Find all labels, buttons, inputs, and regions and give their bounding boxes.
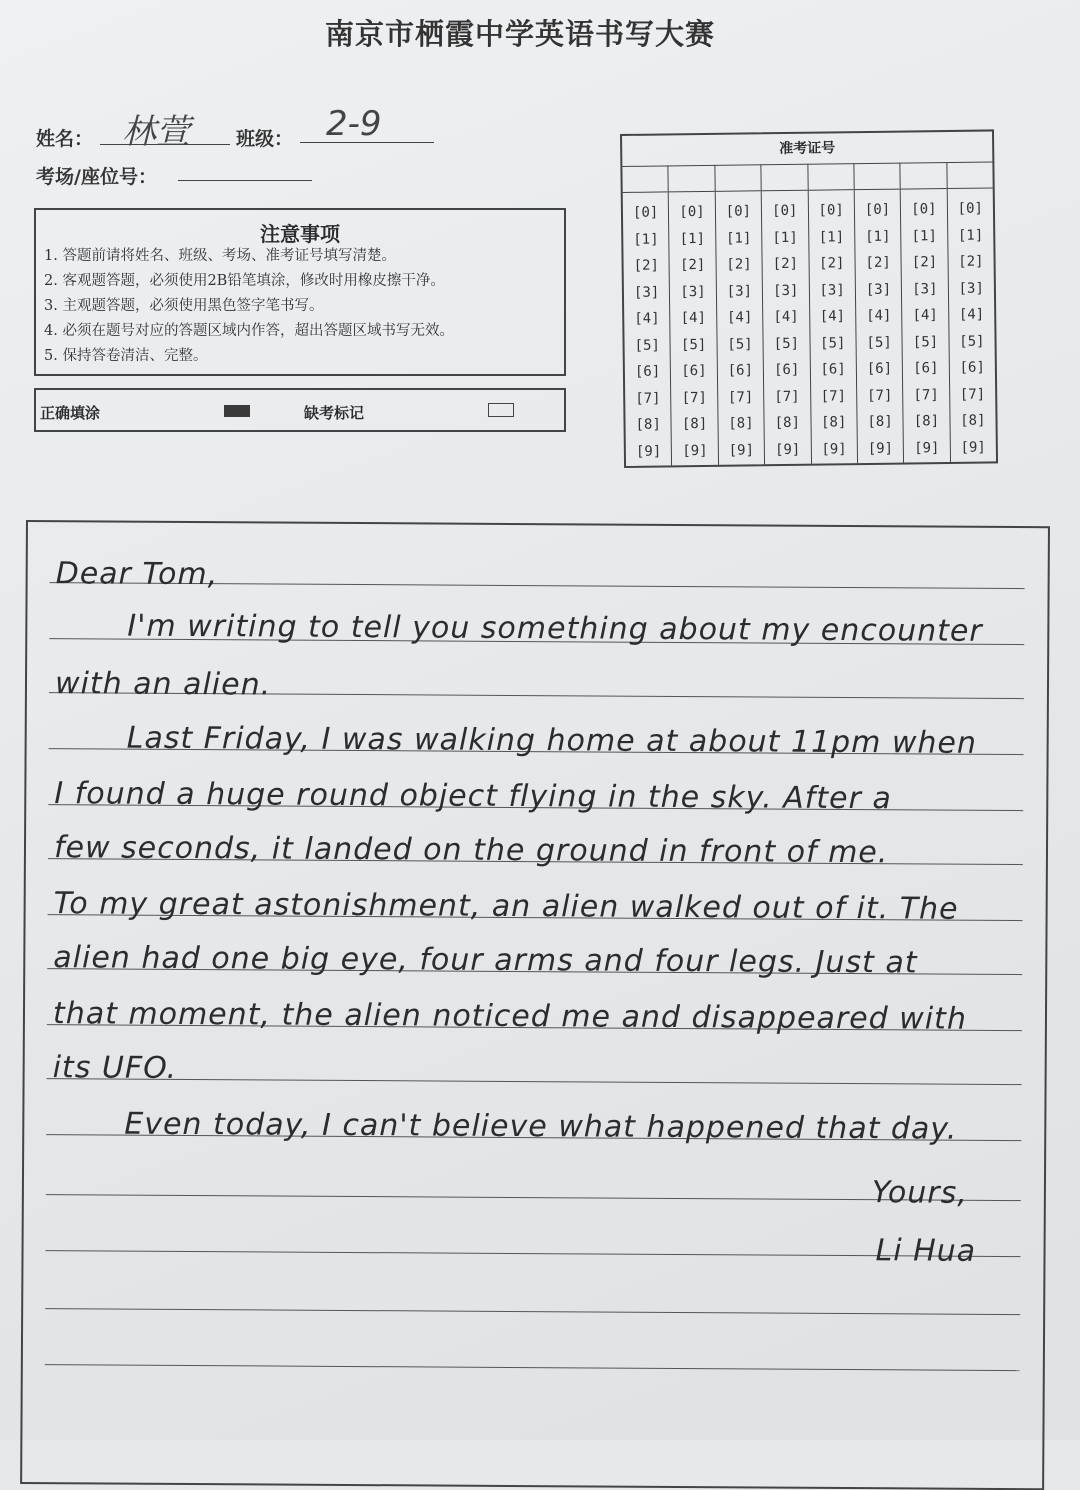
fill-example-box — [34, 388, 566, 432]
digit-bubble[interactable]: [9] — [914, 439, 940, 456]
digit-bubble[interactable]: [9] — [728, 441, 755, 459]
digit-bubble[interactable]: [7] — [867, 387, 893, 404]
digit-bubble[interactable]: [8] — [681, 415, 708, 433]
digit-bubbles — [716, 198, 765, 464]
ruled-lines — [28, 522, 1048, 528]
digit-bubble[interactable]: [0] — [864, 201, 891, 219]
digit-bubble[interactable]: [4] — [773, 308, 799, 326]
digit-bubble[interactable]: [7] — [681, 389, 708, 406]
digit-bubble[interactable]: [6] — [681, 362, 707, 380]
digit-bubble[interactable]: [8] — [728, 415, 754, 432]
page-title: 南京市栖霞中学英语书写大赛 — [324, 17, 715, 51]
letter-line: its UFO. — [52, 1050, 178, 1086]
digit-bubble[interactable]: [1] — [957, 227, 984, 244]
ruled-line — [47, 1078, 1022, 1085]
digit-bubble[interactable]: [7] — [913, 386, 939, 403]
ruled-line — [45, 1308, 1020, 1315]
exam-number-columns — [622, 161, 996, 465]
digit-bubble[interactable]: [8] — [867, 413, 893, 430]
letter-line: I'm writing to tell you something about my encounter — [127, 608, 983, 649]
digit-bubble[interactable]: [3] — [726, 282, 753, 300]
digit-bubbles — [855, 197, 904, 463]
exam-number-entry-cell[interactable] — [901, 162, 947, 190]
digit-bubble[interactable]: [8] — [635, 416, 661, 433]
digit-bubble[interactable]: [8] — [960, 412, 986, 429]
exam-number-column — [715, 164, 765, 465]
absent-mark-label: 缺考标记 — [304, 404, 365, 422]
digit-bubble[interactable]: [3] — [819, 281, 845, 299]
digit-bubble[interactable]: [3] — [680, 283, 706, 300]
exam-number-entry-cell[interactable] — [808, 163, 854, 191]
digit-bubbles — [623, 199, 672, 465]
digit-bubble[interactable]: [1] — [633, 231, 659, 248]
notice-box — [34, 208, 566, 376]
digit-bubble[interactable]: [0] — [772, 202, 798, 220]
exam-number-entry-cell[interactable] — [947, 161, 993, 189]
letter-line: Last Friday, I was walking home at about 11pm when — [126, 720, 978, 761]
filled-bubble-sample — [224, 405, 250, 417]
exam-number-title: 准考证号 — [622, 131, 992, 167]
digit-bubble[interactable]: [5] — [820, 334, 846, 352]
digit-bubble[interactable]: [9] — [682, 442, 708, 459]
digit-bubble[interactable]: [9] — [821, 440, 847, 458]
digit-bubble[interactable]: [5] — [727, 335, 753, 353]
exam-number-column — [762, 164, 812, 465]
digit-bubble[interactable]: [7] — [820, 387, 847, 405]
digit-bubble[interactable]: [9] — [867, 440, 894, 457]
digit-bubbles — [669, 199, 718, 465]
notice-title: 注意事项 — [260, 222, 340, 246]
digit-bubble[interactable]: [5] — [773, 335, 800, 352]
letter-line: few seconds, it landed on the ground in front of me. — [53, 830, 889, 871]
digit-bubble[interactable]: [7] — [635, 390, 661, 407]
ruled-line — [45, 1364, 1020, 1371]
digit-bubble[interactable]: [5] — [634, 337, 661, 354]
digit-bubble[interactable]: [1] — [772, 229, 798, 246]
digit-bubble[interactable]: [0] — [818, 202, 844, 219]
exam-number-entry-cell[interactable] — [669, 165, 715, 193]
name-label: 姓名： — [36, 128, 94, 150]
digit-bubble[interactable]: [1] — [818, 228, 845, 246]
exam-number-column — [854, 163, 904, 464]
digit-bubble[interactable]: [2] — [819, 255, 845, 272]
digit-bubbles — [901, 196, 950, 462]
digit-bubble[interactable]: [4] — [680, 309, 707, 327]
exam-number-column — [808, 163, 858, 464]
digit-bubble[interactable]: [3] — [865, 281, 892, 298]
digit-bubble[interactable]: [2] — [726, 256, 752, 273]
notice-list — [44, 244, 454, 369]
ruled-line — [46, 1250, 1021, 1257]
notice-item: 3. 主观题答题，必须使用黑色签字笔书写。 — [44, 298, 324, 314]
digit-bubbles — [762, 198, 811, 464]
digit-bubble[interactable]: [5] — [959, 333, 985, 350]
exam-number-column — [669, 165, 719, 466]
exam-number-entry-cell[interactable] — [762, 164, 808, 192]
digit-bubble[interactable]: [5] — [912, 333, 939, 350]
digit-bubble[interactable]: [3] — [958, 280, 984, 297]
digit-bubble[interactable]: [9] — [960, 439, 986, 456]
digit-bubble[interactable]: [2] — [958, 253, 984, 270]
class-label: 班级： — [236, 128, 294, 150]
digit-bubble[interactable]: [2] — [679, 256, 706, 274]
digit-bubbles — [947, 195, 996, 461]
digit-bubble[interactable]: [4] — [958, 306, 985, 323]
digit-bubble[interactable]: [4] — [912, 307, 938, 324]
digit-bubble[interactable]: [6] — [634, 363, 661, 380]
digit-bubble[interactable]: [4] — [726, 309, 753, 326]
digit-bubble[interactable]: [8] — [774, 414, 801, 432]
digit-bubble[interactable]: [0] — [957, 200, 983, 217]
digit-bubble[interactable]: [2] — [865, 254, 891, 272]
digit-bubble[interactable]: [6] — [727, 362, 754, 379]
digit-bubble[interactable]: [4] — [634, 310, 660, 327]
digit-bubble[interactable]: [6] — [820, 361, 846, 378]
digit-bubble[interactable]: [9] — [635, 443, 662, 460]
digit-bubbles — [808, 197, 857, 463]
digit-bubble[interactable]: [1] — [865, 228, 891, 245]
digit-bubble[interactable]: [6] — [959, 359, 985, 376]
digit-bubble[interactable]: [9] — [774, 441, 801, 458]
digit-bubble[interactable]: [7] — [959, 386, 986, 403]
digit-bubble[interactable]: [2] — [772, 255, 799, 273]
digit-bubble[interactable]: [3] — [912, 280, 938, 297]
digit-bubble[interactable]: [7] — [774, 388, 800, 405]
digit-bubble[interactable]: [6] — [913, 360, 939, 377]
exam-number-entry-cell[interactable] — [715, 164, 761, 192]
digit-bubble[interactable]: [2] — [633, 257, 660, 274]
digit-bubble[interactable]: [2] — [911, 254, 938, 271]
digit-bubble[interactable]: [8] — [820, 414, 847, 431]
exam-number-column — [947, 161, 996, 462]
exam-number-column — [622, 165, 672, 466]
exam-number-grid — [620, 129, 998, 468]
digit-bubble[interactable]: [0] — [725, 203, 752, 220]
letter-line: Even today, I can't believe what happened that day. — [124, 1106, 958, 1147]
digit-bubble[interactable]: [4] — [819, 308, 846, 325]
letter-signature: Li Hua — [875, 1233, 977, 1269]
digit-bubble[interactable]: [1] — [725, 229, 752, 247]
letter-line: To my great astonishment, an alien walked out of it. The — [53, 886, 959, 927]
writing-area — [20, 520, 1050, 1490]
digit-bubble[interactable]: [6] — [866, 360, 893, 378]
seat-label: 考场/座位号： — [36, 166, 157, 188]
digit-bubble[interactable]: [5] — [680, 336, 707, 353]
digit-bubble[interactable]: [0] — [632, 204, 659, 221]
digit-bubble[interactable]: [0] — [911, 201, 937, 218]
digit-bubble[interactable]: [8] — [913, 413, 940, 430]
digit-bubble[interactable]: [5] — [866, 334, 892, 351]
letter-line: I found a huge round object flying in the sky. After a — [54, 776, 892, 817]
letter-salutation: Dear Tom, — [55, 556, 219, 593]
name-value: 林萱 — [122, 112, 190, 152]
digit-bubble[interactable]: [3] — [633, 284, 660, 301]
notice-item: 4. 必须在题号对应的答题区域内作答，超出答题区域书写无效。 — [44, 323, 454, 339]
letter-line: alien had one big eye, four arms and four legs. Just at — [53, 940, 918, 981]
letter-closing: Yours, — [871, 1175, 968, 1211]
digit-bubble[interactable]: [0] — [679, 203, 705, 221]
exam-number-entry-cell[interactable] — [854, 163, 900, 191]
digit-bubble[interactable]: [7] — [727, 388, 754, 406]
absent-mark-checkbox[interactable] — [488, 403, 514, 417]
seat-underline — [178, 180, 312, 181]
letter-line: with an alien. — [54, 666, 272, 703]
digit-bubble[interactable]: [3] — [772, 282, 799, 299]
digit-bubble[interactable]: [1] — [679, 230, 706, 247]
digit-bubble[interactable]: [6] — [773, 361, 800, 379]
letter-line: that moment, the alien noticed me and disappeared with — [52, 996, 967, 1037]
notice-item: 2. 客观题答题，必须使用2B铅笔填涂，修改时用橡皮擦干净。 — [44, 273, 445, 289]
notice-item: 5. 保持答卷清洁、完整。 — [44, 348, 208, 364]
notice-item: 1. 答题前请将姓名、班级、考场、准考证号填写清楚。 — [44, 248, 396, 264]
exam-number-entry-cell[interactable] — [622, 165, 668, 193]
digit-bubble[interactable]: [1] — [911, 227, 937, 244]
exam-number-column — [901, 162, 951, 463]
class-value: 2-9 — [326, 104, 382, 144]
correct-fill-label: 正确填涂 — [40, 404, 101, 422]
digit-bubble[interactable]: [4] — [866, 307, 892, 325]
